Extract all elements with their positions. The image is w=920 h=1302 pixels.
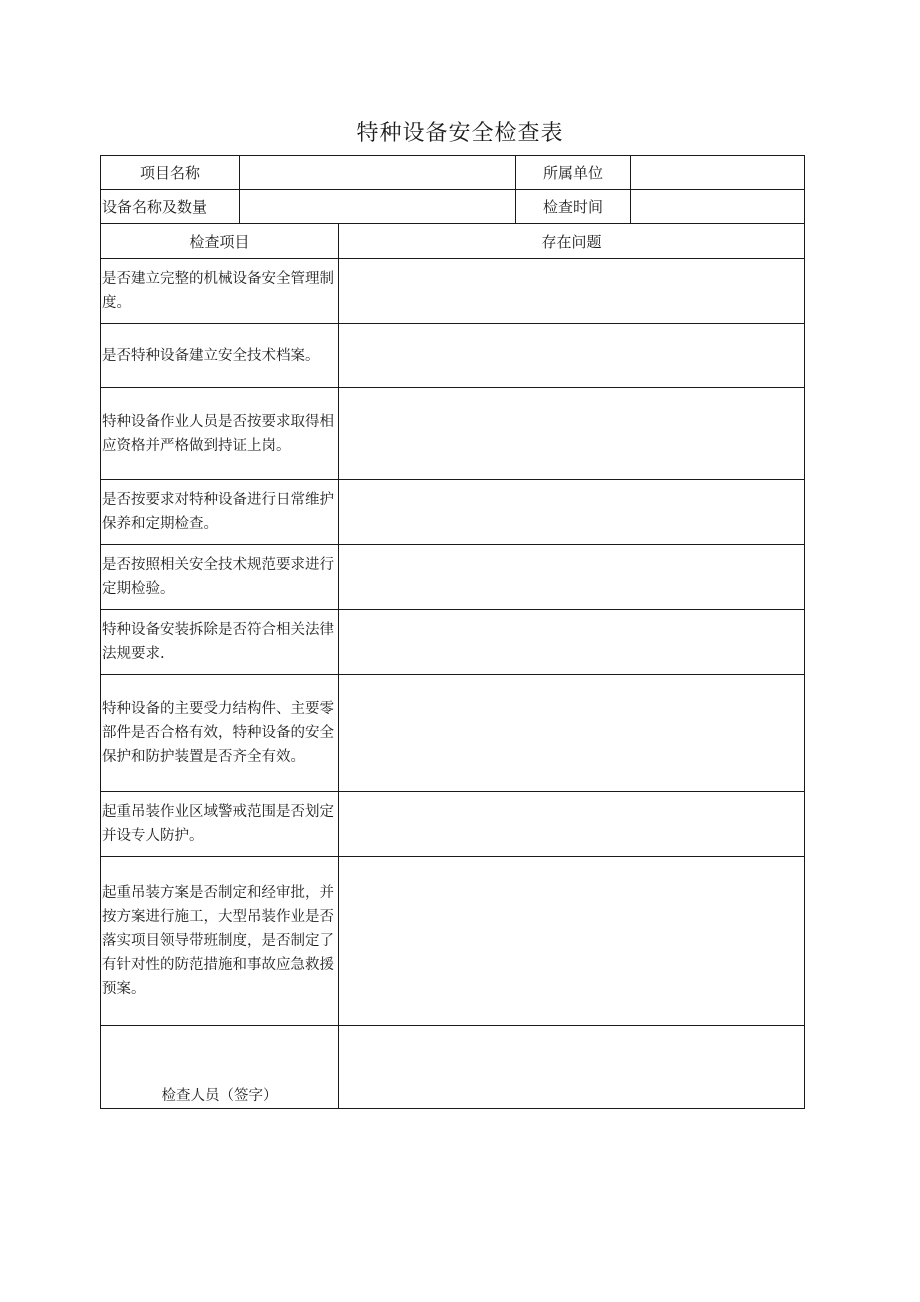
equipment-label: 设备名称及数量 <box>101 190 240 224</box>
table-row <box>101 857 805 1026</box>
signature-label-cell <box>101 1026 339 1109</box>
inspection-table <box>100 155 805 1109</box>
equipment-field[interactable] <box>240 190 516 224</box>
issue-field[interactable] <box>339 675 805 792</box>
table-row <box>101 675 805 792</box>
unit-label: 所属单位 <box>516 156 631 190</box>
check-item: 特种设备安装拆除是否符合相关法律法规要求. <box>101 610 339 675</box>
issue-field[interactable] <box>339 857 805 1026</box>
table-row <box>101 610 805 675</box>
issue-field[interactable] <box>339 388 805 480</box>
inspection-time-field[interactable] <box>631 190 805 224</box>
column-header-row <box>101 224 805 259</box>
check-item: 是否按要求对特种设备进行日常维护保养和定期检查。 <box>101 480 339 545</box>
table-row <box>101 324 805 388</box>
check-item: 特种设备的主要受力结构件、主要零部件是否合格有效，特种设备的安全保护和防护装置是否齐全有效。 <box>101 675 339 792</box>
table-row <box>101 388 805 480</box>
signature-field[interactable] <box>339 1026 805 1109</box>
header-row-project <box>101 156 805 190</box>
issue-field[interactable] <box>339 480 805 545</box>
column-header-item: 检查项目 <box>101 224 339 259</box>
signature-row <box>101 1026 805 1109</box>
table-row <box>101 259 805 324</box>
table-row <box>101 480 805 545</box>
issue-field[interactable] <box>339 259 805 324</box>
column-header-issue: 存在问题 <box>339 224 805 259</box>
issue-field[interactable] <box>339 610 805 675</box>
check-item: 起重吊装方案是否制定和经审批，并按方案进行施工，大型吊装作业是否落实项目领导带班制度，是否制定了有针对性的防范措施和事故应急救援预案。 <box>101 857 339 1026</box>
check-item: 特种设备作业人员是否按要求取得相应资格并严格做到持证上岗。 <box>101 388 339 480</box>
header-row-equipment <box>101 190 805 224</box>
table-row <box>101 792 805 857</box>
issue-field[interactable] <box>339 324 805 388</box>
issue-field[interactable] <box>339 792 805 857</box>
table-row <box>101 545 805 610</box>
page-title: 特种设备安全检查表 <box>356 121 564 146</box>
check-item: 起重吊装作业区域警戒范围是否划定并设专人防护。 <box>101 792 339 857</box>
signature-label: 检查人员（签字） <box>161 1088 278 1104</box>
unit-field[interactable] <box>631 156 805 190</box>
check-item: 是否建立完整的机械设备安全管理制度。 <box>101 259 339 324</box>
project-name-label: 项目名称 <box>101 156 240 190</box>
check-item: 是否特种设备建立安全技术档案。 <box>101 324 339 388</box>
inspection-time-label: 检查时间 <box>516 190 631 224</box>
check-item: 是否按照相关安全技术规范要求进行定期检验。 <box>101 545 339 610</box>
project-name-field[interactable] <box>240 156 516 190</box>
issue-field[interactable] <box>339 545 805 610</box>
